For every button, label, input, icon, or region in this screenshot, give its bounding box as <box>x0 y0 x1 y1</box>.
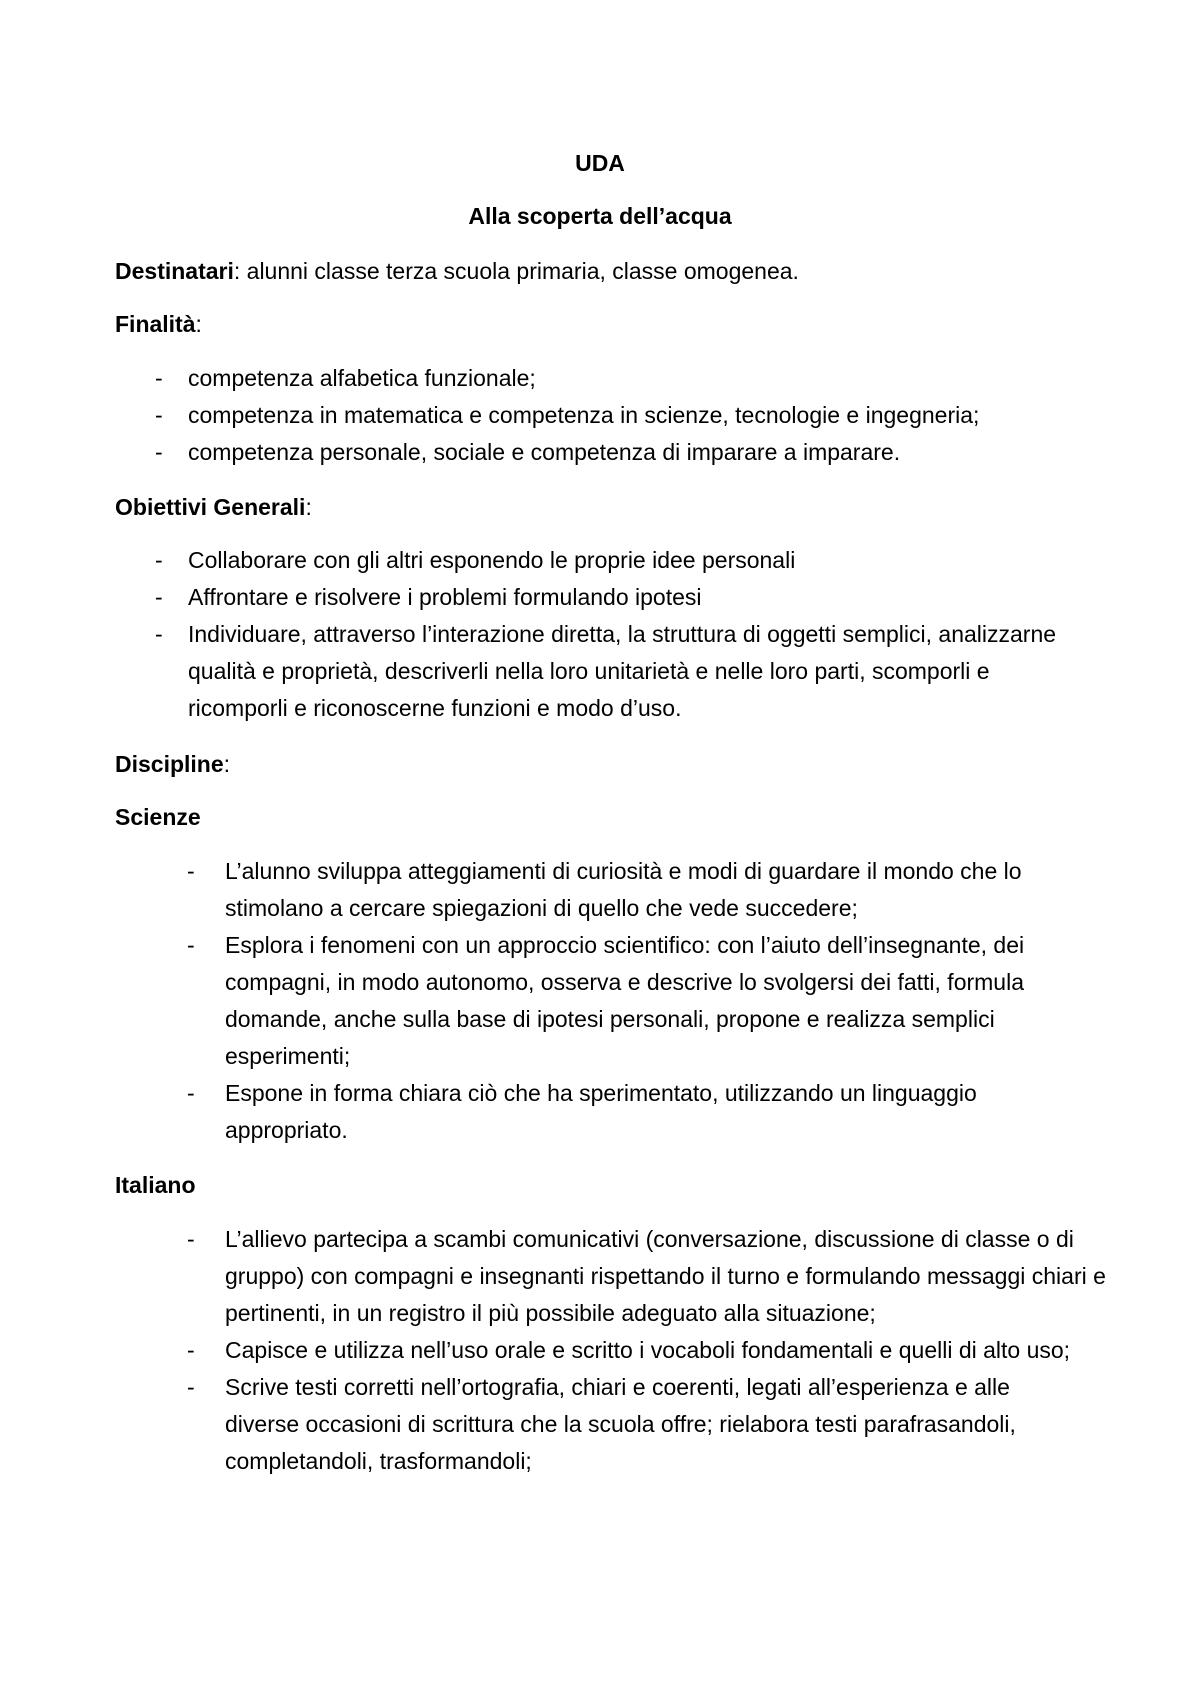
obiettivi-colon: : <box>305 494 312 520</box>
list-item <box>155 397 1105 434</box>
scienze-label: Scienze <box>115 804 201 830</box>
recipients-text: : alunni classe terza scuola primaria, classe omogenea. <box>233 258 799 284</box>
discipline-colon: : <box>223 751 231 777</box>
finalita-list <box>155 360 1105 471</box>
finalita-label: Finalità <box>115 311 196 337</box>
list-item <box>155 360 1105 397</box>
dash-bullet: - <box>187 1337 195 1363</box>
dash-bullet: - <box>187 1080 195 1106</box>
dash-bullet: - <box>155 621 163 647</box>
list-item <box>155 616 1105 727</box>
dash-bullet: - <box>187 858 195 884</box>
list-item-text: competenza alfabetica funzionale; <box>188 365 536 391</box>
list-item-text: Individuare, attraverso l’interazione diretta, la struttura di oggetti semplici, analizzarne qualità e proprietà, descriverli nella loro unitarietà e nelle loro parti, scomporli e ricomporli e riconoscerne funzioni e modo d’uso. <box>188 621 1057 721</box>
obiettivi-label: Obiettivi Generali <box>115 494 306 520</box>
discipline-label: Discipline <box>115 751 224 777</box>
finalita-colon: : <box>195 311 202 337</box>
list-item-text: L’alunno sviluppa atteggiamenti di curiosità e modi di guardare il mondo che lo stimolano a cercare spiegazioni di quello che vede succedere; <box>225 858 1022 921</box>
obiettivi-heading <box>115 492 312 522</box>
list-item-text: Affrontare e risolvere i problemi formulando ipotesi <box>188 584 702 610</box>
list-item-text: competenza personale, sociale e competenza di imparare a imparare. <box>188 439 901 465</box>
discipline-heading <box>115 749 230 779</box>
recipients-label: Destinatari <box>115 258 234 284</box>
dash-bullet: - <box>155 584 163 610</box>
scienze-list <box>187 853 1107 1149</box>
list-item <box>187 1075 1107 1149</box>
dash-bullet: - <box>155 365 163 391</box>
obiettivi-list <box>155 542 1105 727</box>
italiano-list <box>187 1221 1107 1480</box>
dash-bullet: - <box>187 1374 195 1400</box>
list-item <box>155 579 1105 616</box>
list-item <box>187 1369 1107 1480</box>
list-item-text: L’allievo partecipa a scambi comunicativi (conversazione, discussione di classe o di gruppo) con compagni e insegnanti rispettando il turno e formulando messaggi chiari e pertinenti, in un registro il più possibile adeguato alla situazione; <box>225 1226 1106 1326</box>
document-title: UDA <box>575 150 625 176</box>
list-item-text: Espone in forma chiara ciò che ha sperimentato, utilizzando un linguaggio appropriato. <box>225 1080 977 1143</box>
list-item-text: Capisce e utilizza nell’uso orale e scritto i vocaboli fondamentali e quelli di alto uso; <box>225 1337 1071 1363</box>
finalita-heading <box>115 309 202 339</box>
list-item <box>187 853 1107 927</box>
list-item-text: Scrive testi corretti nell’ortografia, chiari e coerenti, legati all’esperienza e alle diverse occasioni di scrittura che la scuola offre; rielabora testi parafrasandoli, completandoli, trasformandoli; <box>225 1374 1016 1474</box>
dash-bullet: - <box>155 547 163 573</box>
italiano-heading <box>115 1170 196 1200</box>
recipients-line <box>115 256 1115 286</box>
dash-bullet: - <box>155 402 163 428</box>
list-item <box>155 434 1105 471</box>
list-item-text: competenza in matematica e competenza in scienze, tecnologie e ingegneria; <box>188 402 980 428</box>
list-item-text: Esplora i fenomeni con un approccio scientifico: con l’aiuto dell’insegnante, dei compagni, in modo autonomo, osserva e descrive lo svolgersi dei fatti, formula domande, anche sulla base di ipotesi personali, propone e realizza semplici esperimenti; <box>225 932 1025 1069</box>
dash-bullet: - <box>187 1226 195 1252</box>
list-item-text: Collaborare con gli altri esponendo le proprie idee personali <box>188 547 796 573</box>
scienze-heading <box>115 802 201 832</box>
document-subtitle: Alla scoperta dell’acqua <box>468 203 732 229</box>
italiano-label: Italiano <box>115 1172 196 1198</box>
list-item <box>187 927 1107 1075</box>
dash-bullet: - <box>187 932 195 958</box>
list-item <box>155 542 1105 579</box>
list-item <box>187 1221 1107 1332</box>
dash-bullet: - <box>155 439 163 465</box>
list-item <box>187 1332 1107 1369</box>
